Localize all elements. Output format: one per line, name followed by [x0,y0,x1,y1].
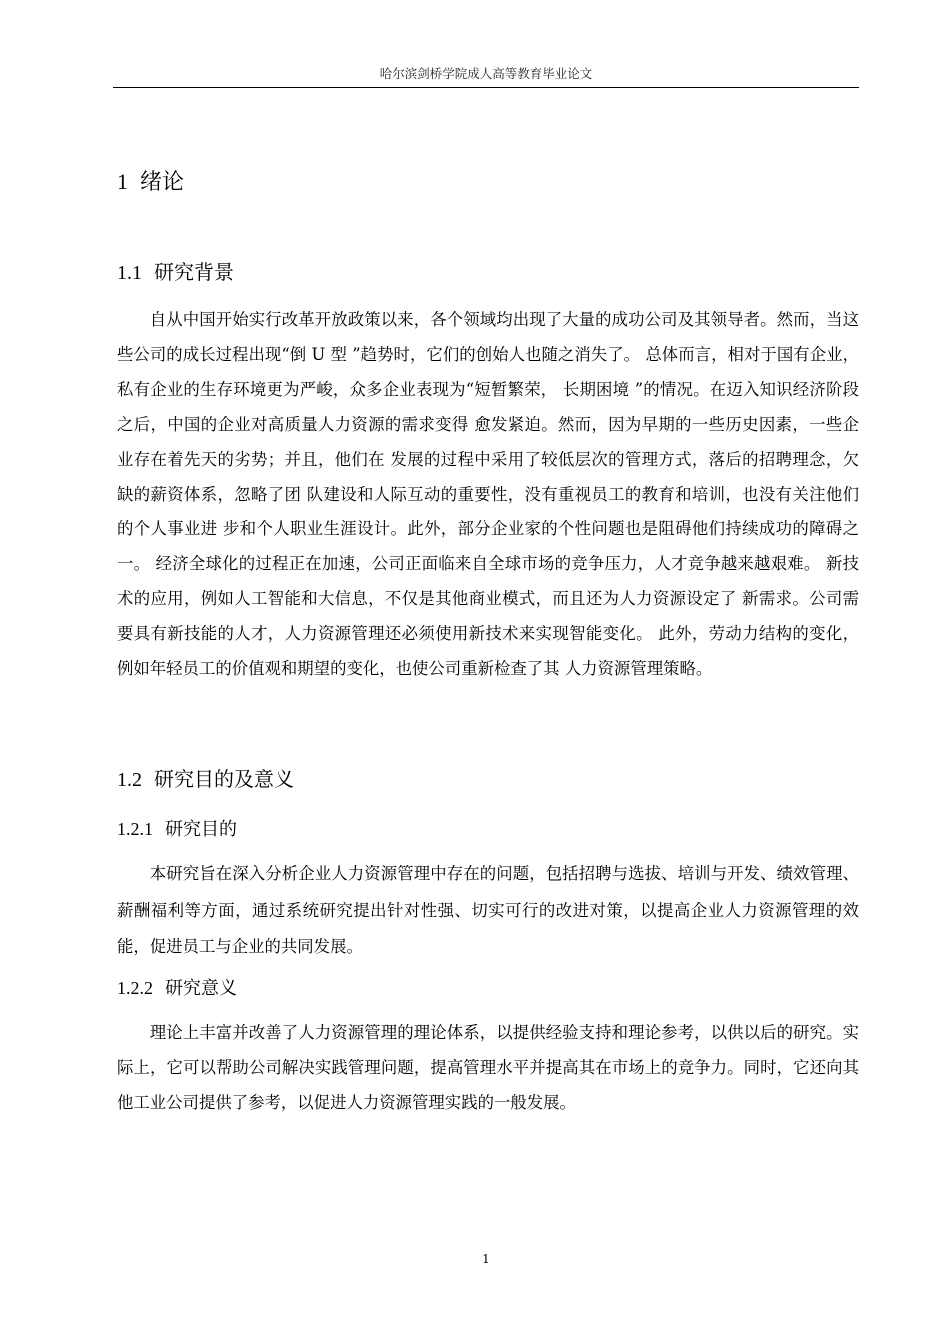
section-number: 1.1 [117,262,142,284]
section-title: 研究目的及意义 [154,767,294,791]
section-heading-research-background [117,258,234,287]
section-number: 1.2 [117,769,142,791]
chapter-heading [117,167,184,198]
header-divider [113,87,859,88]
subsection-heading-research-purpose [117,816,237,843]
subsection-title: 研究意义 [165,978,237,999]
subsection-number: 1.2.2 [117,978,153,998]
research-purpose-paragraph: 本研究旨在深入分析企业人力资源管理中存在的问题，包括招聘与选拔、培训与开发、绩效管理、薪酬福利等方面，通过系统研究提出针对性强、切实可行的改进对策，以提高企业人力资源管理的效能，促进员工与企业的共同发展。 [117,864,859,956]
section-heading-purpose-and-significance [117,765,294,794]
chapter-number: 1 [117,169,128,194]
page-number: 1 [482,1252,490,1266]
running-header: 哈尔滨剑桥学院成人高等教育毕业论文 [379,66,593,81]
subsection-title: 研究目的 [165,819,237,840]
subsection-number: 1.2.1 [117,819,153,839]
section-title: 研究背景 [154,260,234,284]
chapter-title: 绪论 [140,170,185,195]
subsection-heading-research-significance [117,975,237,1002]
research-background-paragraph: 自从中国开始实行改革开放政策以来，各个领域均出现了大量的成功公司及其领导者。然而，当这些公司的成长过程出现“倒 U 型 ”趋势时，它们的创始人也随之消失了。 总体而言，相对于国有企业，私有企业的生存环境更为严峻，众多企业表现为“短暂繁荣， 长期困境 ”的情况。在迈入知识经济阶段之后，中国的企业对高质量人力资源的需求变得 愈发紧迫。然而，因为早期的一些历史因素，一些企业存在着先天的劣势；并且，他们在 发展的过程中采用了较低层次的管理方式，落后的招聘理念，欠缺的薪资体系，忽略了团 队建设和人际互动的重要性，没有重视员工的教育和培训，也没有关注他们的个人事业进 步和个人职业生涯设计。此外，部分企业家的个性问题也是阻碍他们持续成功的障碍之一。 经济全球化的过程正在加速，公司正面临来自全球市场的竞争压力，人才竞争越来越艰难。 新技术的应用，例如人工智能和大信息，不仅是其他商业模式，而且还为人力资源设定了 新需求。公司需要具有新技能的人才，人力资源管理还必须使用新技术来实现智能变化。 此外，劳动力结构的变化，例如年轻员工的价值观和期望的变化，也使公司重新检查了其 人力资源管理策略。 [117,310,859,679]
research-significance-paragraph: 理论上丰富并改善了人力资源管理的理论体系，以提供经验支持和理论参考，以供以后的研究。实际上，它可以帮助公司解决实践管理问题，提高管理水平并提高其在市场上的竞争力。同时，它还向其他工业公司提供了参考，以促进人力资源管理实践的一般发展。 [117,1023,859,1112]
